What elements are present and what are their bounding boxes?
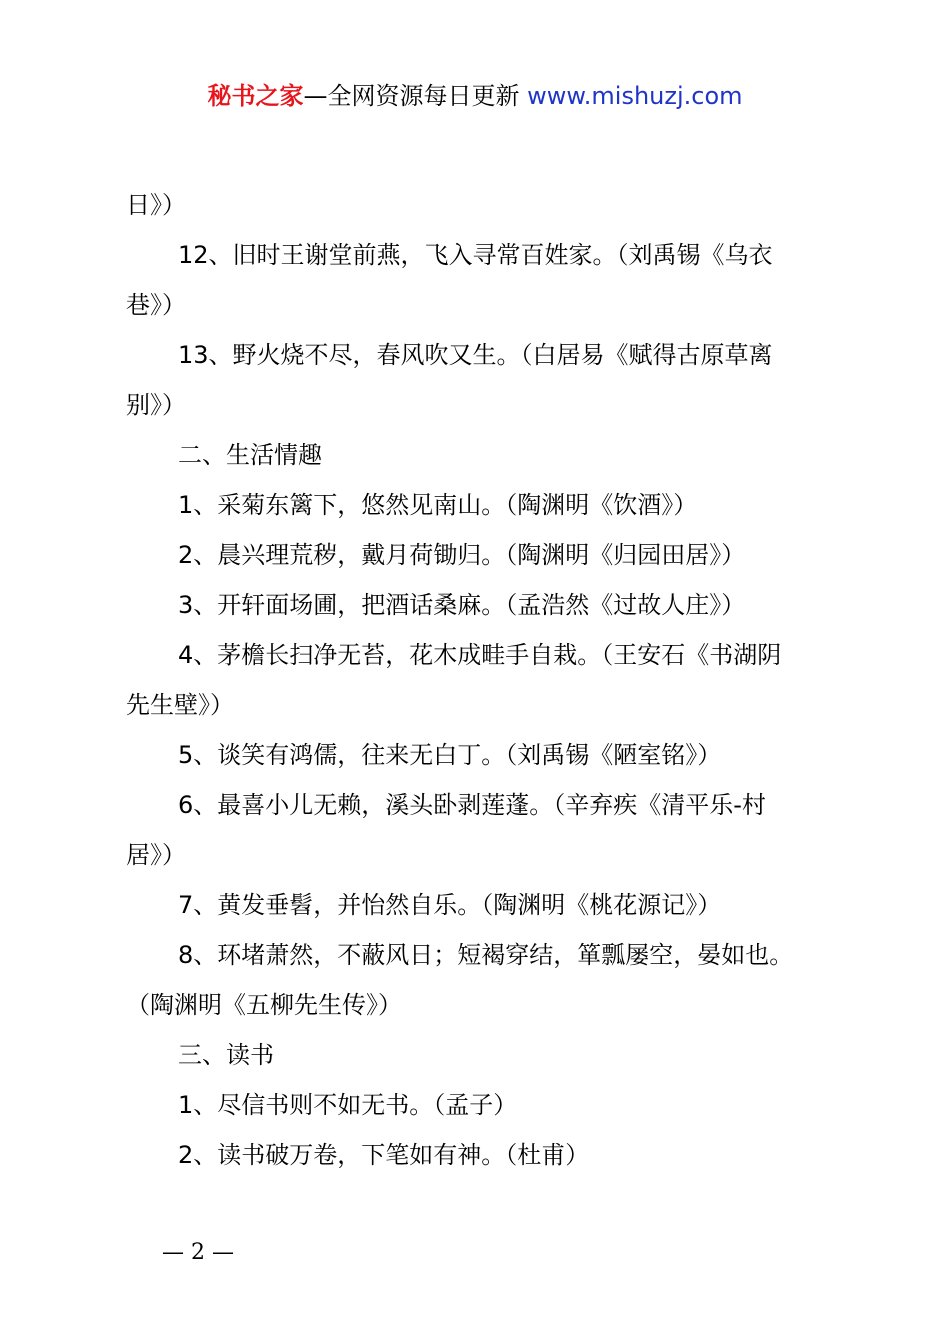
page-number: — 2 — — [162, 1240, 234, 1265]
header-tagline: —全网资源每日更新 — [303, 82, 528, 110]
section-heading: 三、读书 — [178, 1041, 274, 1069]
text-line: 1、采菊东篱下，悠然见南山。（陶渊明《饮酒》） — [178, 491, 698, 519]
text-line: 6、最喜小儿无赖，溪头卧剥莲蓬。（辛弃疾《清平乐-村 — [178, 791, 766, 819]
text-line: 3、开轩面场圃，把酒话桑麻。（孟浩然《过故人庄》） — [178, 591, 746, 619]
text-line: 先生壁》） — [126, 691, 234, 719]
text-line: 4、茅檐长扫净无苔，花木成畦手自栽。（王安石《书湖阴 — [178, 641, 782, 669]
text-line: 1、尽信书则不如无书。（孟子） — [178, 1091, 518, 1119]
text-line: 7、黄发垂髫，并怡然自乐。（陶渊明《桃花源记》） — [178, 891, 722, 919]
text-line: 巷》） — [126, 291, 186, 319]
page-header — [0, 80, 950, 112]
text-line: 13、野火烧不尽，春风吹又生。（白居易《赋得古原草离 — [178, 341, 773, 369]
text-line: 8、环堵萧然，不蔽风日；短褐穿结，箪瓢屡空，晏如也。 — [178, 941, 794, 969]
site-url-link[interactable]: www.mishuzj.com — [527, 82, 743, 110]
text-line: （陶渊明《五柳先生传》） — [126, 991, 402, 1019]
text-line: 日》） — [126, 191, 186, 219]
text-line: 2、读书破万卷，下笔如有神。（杜甫） — [178, 1141, 590, 1169]
text-line: 12、旧时王谢堂前燕，飞入寻常百姓家。（刘禹锡《乌衣 — [178, 241, 773, 269]
brand-name: 秘书之家 — [207, 82, 304, 110]
text-line: 别》） — [126, 391, 186, 419]
text-line: 居》） — [126, 841, 186, 869]
document-body — [126, 180, 836, 1180]
text-line: 5、谈笑有鸿儒，往来无白丁。（刘禹锡《陋室铭》） — [178, 741, 722, 769]
text-line: 2、晨兴理荒秽，戴月荷锄归。（陶渊明《归园田居》） — [178, 541, 746, 569]
section-heading: 二、生活情趣 — [178, 441, 322, 469]
